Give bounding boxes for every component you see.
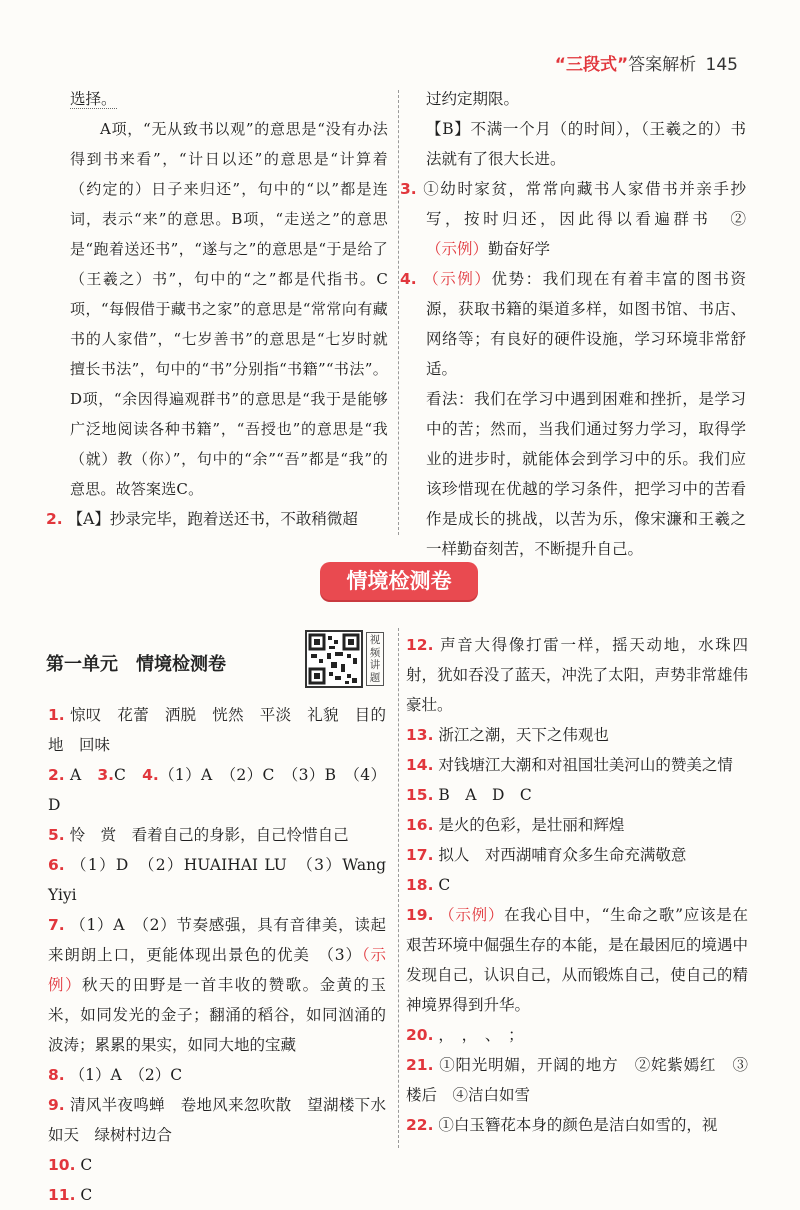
bottom-left-column (48, 700, 386, 1210)
brand-label: “三段式” (554, 55, 629, 75)
answer-item: 20. ， ， 、 ； (406, 1026, 524, 1044)
answer-item: 22. ①白玉簪花本身的颜色是洁白如雪的，视 (406, 1116, 718, 1134)
answer-item: 5. 怜 赏 看着自己的身影，自己怜惜自己 (48, 826, 349, 844)
page-number: 145 (705, 55, 738, 75)
unit-title: 第一单元 情境检测卷 (46, 654, 226, 675)
answer-item: 17. 拟人 对西湖哺育众多生命充满敬意 (406, 846, 687, 864)
answer-b: 【B】不满一个月（的时间），（王羲之的）书法就有了很大长进。 (426, 120, 746, 168)
answer-item: 18. C (406, 876, 451, 894)
header-label: 答案解析 (628, 55, 697, 75)
top-right-column (400, 84, 746, 564)
top-left-column (46, 84, 388, 534)
answer-item: 13. 浙江之潮，天下之伟观也 (406, 726, 609, 744)
answer-item: 19. （示例）在我心目中，“生命之歌”应该是在艰苦环境中倔强生存的本能，是在最困厄的境遇中发现自己，认识自己，从而锻炼自己，使自己的精神境界得到升华。 (406, 906, 748, 1014)
answer-item-2: 2. 【A】抄录完毕，跑着送还书，不敢稍微超 (46, 510, 358, 528)
bottom-right-column (406, 630, 748, 1140)
qr-code-icon[interactable] (305, 630, 363, 688)
section-banner: 情境检测卷 (320, 562, 478, 600)
explanation-paragraph: A项，“无从致书以观”的意思是“没有办法得到书来看”，“计日以还”的意思是“计算着（约定的）日子来归还”，句中的“以”都是连词，表示“来”的意思。B项，“走送之”的意思是“跑着送还书”，“遂与之”的意思是“于是给了（王羲之）书”，句中的“之”都是代指书。C项，“每假借于藏书之家”的意思是“常常向有藏书的人家借”，“七岁善书”的意思是“七岁时就擅长书法”，句中的“书”分别指“书籍”“书法”。D项，“余因得遍观群书”的意思是“我于是能够广泛地阅读各种书籍”，“吾授也”的意思是“我（就）教（你）”，句中的“余”“吾”都是“我”的意思。故答案选C。 (70, 120, 388, 498)
answer-item: 2. A 3.C 4.（1）A （2）C （3）B （4）D (48, 766, 386, 814)
answer-item: 9. 清风半夜鸣蝉 卷地风来忽吹散 望湖楼下水如天 绿树村边合 (48, 1096, 386, 1144)
answer-item: 11. C (48, 1186, 93, 1204)
answer-item: 14. 对钱塘江大潮和对祖国壮美河山的赞美之情 (406, 756, 733, 774)
para-continuation: 选择。 (70, 90, 117, 108)
answer-item-4: 4. （示例）优势：我们现在有着丰富的图书资源，获取书籍的渠道多样，如图书馆、书店、网络等；有良好的硬件设施，学习环境非常舒适。 (400, 270, 746, 378)
answer-item: 10. C (48, 1156, 93, 1174)
page-header (555, 50, 738, 75)
answer-item: 1. 惊叹 花蕾 洒脱 恍然 平淡 礼貌 目的地 回味 (48, 706, 386, 754)
answer-item: 16. 是火的色彩，是壮丽和辉煌 (406, 816, 625, 834)
answer-item: 12. 声音大得像打雷一样，摇天动地，水珠四射，犹如吞没了蓝天，冲洗了太阳，声势非常雄伟豪壮。 (406, 636, 748, 714)
answer-item-3: 3. ①幼时家贫，常常向藏书人家借书并亲手抄写，按时归还，因此得以看遍群书 ②（示例）勤奋好学 (400, 180, 746, 258)
qr-video-label: 视频讲题 (366, 632, 384, 686)
column-divider-bottom (398, 628, 399, 1148)
answer-item: 21. ①阳光明媚，开阔的地方 ②姹紫嫣红 ③楼后 ④洁白如雪 (406, 1056, 748, 1104)
answer-item: 8. （1）A （2）C (48, 1066, 183, 1084)
answer-item: 6. （1）D （2）HUAIHAI LU （3）Wang Yiyi (48, 856, 386, 904)
continuation-line: 过约定期限。 (426, 90, 520, 108)
column-divider-top (398, 90, 399, 535)
answer-item-4-opinion: 看法：我们在学习中遇到困难和挫折，是学习中的苦；然而，当我们通过努力学习，取得学业的进步时，就能体会到学习中的乐。我们应该珍惜现在优越的学习条件，把学习中的苦看作是成长的挑战，以苦为乐，像宋濂和王羲之一样勤奋刻苦，不断提升自己。 (426, 390, 746, 558)
answer-item: 15. B A D C (406, 786, 532, 804)
answer-item: 7. （1）A （2）节奏感强，具有音律美，读起来朗朗上口，更能体现出景色的优美 （3）（示例）秋天的田野是一首丰收的赞歌。金黄的玉米，如同发光的金子；翻涌的稻谷，如同汹涌的波涛；累累的果实，如同大地的宝藏 (48, 916, 386, 1054)
